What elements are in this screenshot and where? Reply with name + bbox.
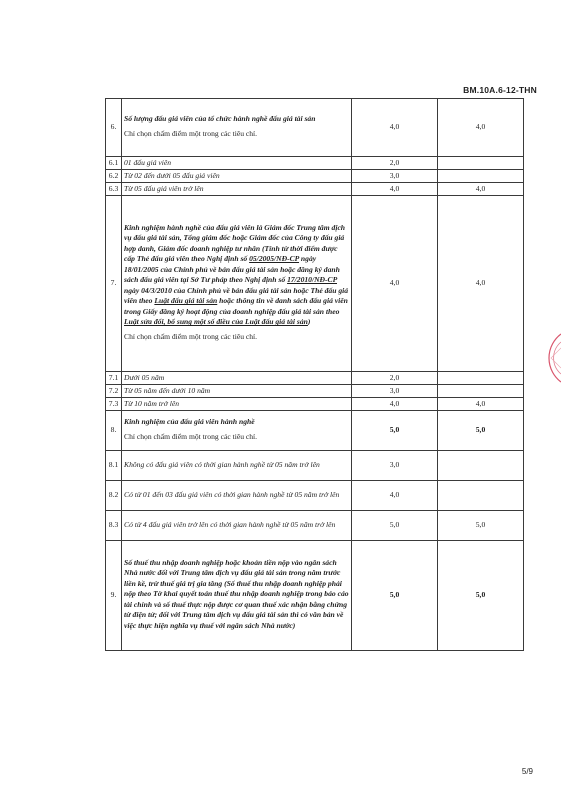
row-number: 6.2: [106, 170, 122, 183]
row-number: 7.: [106, 196, 122, 372]
row-number: 8.2: [106, 481, 122, 511]
criterion-text: Từ 05 năm đến dưới 10 năm: [122, 385, 352, 398]
max-score: 3,0: [352, 385, 438, 398]
table-row: [106, 385, 524, 398]
max-score: 4,0: [352, 398, 438, 411]
table-row: [106, 170, 524, 183]
evaluation-table: [105, 98, 524, 651]
row-number: 7.2: [106, 385, 122, 398]
criterion-part: ngày 04/3/2010 của Chính phủ về bán đấu giá tài sản hoặc Thẻ đấu giá viên theo: [124, 285, 349, 306]
criterion-text: Số lượng đấu giá viên của tổ chức hành nghề đấu giá tài sản: [124, 114, 316, 123]
legal-reference: Luật sửa đổi, bổ sung một số điều của Luật đấu giá tài sản: [124, 317, 308, 327]
criterion-text: Kinh nghiệm của đấu giá viên hành nghề: [124, 417, 255, 426]
awarded-score: [438, 170, 524, 183]
table-row: [106, 541, 524, 651]
table-row: [106, 451, 524, 481]
row-number: 7.3: [106, 398, 122, 411]
criterion-text: 01 đấu giá viên: [122, 157, 352, 170]
legal-reference: Luật đấu giá tài sản: [154, 296, 218, 306]
row-number: 6.1: [106, 157, 122, 170]
legal-reference: 05/2005/NĐ-CP: [249, 254, 300, 264]
criterion-note: Chỉ chọn chấm điểm một trong các tiêu chí.: [124, 431, 258, 441]
row-number: 8.1: [106, 451, 122, 481]
criterion-part: hoặc thông tin về danh sách đấu giá viên trong Giấy đăng ký hoạt động của doanh nghiệp đấu giá tài sản theo: [124, 296, 348, 316]
max-score: 5,0: [352, 411, 438, 451]
awarded-score: [438, 157, 524, 170]
max-score: 4,0: [352, 99, 438, 157]
criterion-text: Từ 05 đấu giá viên trở lên: [122, 183, 352, 196]
table-row: [106, 511, 524, 541]
criterion-part: ): [307, 317, 311, 327]
criterion-cell: [122, 541, 352, 651]
awarded-score: 5,0: [438, 411, 524, 451]
max-score: 4,0: [352, 196, 438, 372]
table-row: [106, 481, 524, 511]
row-number: 7.1: [106, 372, 122, 385]
row-number: 8.: [106, 411, 122, 451]
awarded-score: 5,0: [438, 541, 524, 651]
table-row: [106, 157, 524, 170]
max-score: 2,0: [352, 372, 438, 385]
table-row: [106, 196, 524, 372]
max-score: 5,0: [352, 541, 438, 651]
table-row: [106, 183, 524, 196]
row-number: 8.3: [106, 511, 122, 541]
max-score: 4,0: [352, 183, 438, 196]
awarded-score: 4,0: [438, 196, 524, 372]
criterion-text: Số thuế thu nhập doanh nghiệp hoặc khoản tiền nộp vào ngân sách Nhà nước đối với Trung tâm dịch vụ đấu giá tài sản trong năm trước liền kề, trừ thuế giá trị gia tăng (Số thuế thu nhập doanh nghiệp phải nộp theo Tờ khai quyết toán thuế thu nhập doanh nghiệp trong báo cáo tài chính và số thuế thực nộp được cơ quan thuế xác nhận bằng chứng từ điện tử; đối với Trung tâm dịch vụ đấu giá tài sản thì có văn bản về việc thực hiện nghĩa vụ thuế với ngân sách Nhà nước): [124, 557, 349, 630]
criterion-cell: [122, 99, 352, 157]
criterion-text: Không có đấu giá viên có thời gian hành nghề từ 05 năm trở lên: [122, 451, 352, 481]
criterion-part: Kinh nghiệm hành nghề của đấu giá viên là Giám đốc Trung tâm dịch vụ đấu giá tài sản, Tổng giám đốc hoặc Giám đốc của Công ty đấu giá hợp danh, Giám đốc doanh nghiệp tư nhân (Tính từ thời điểm được cấp Thẻ đấu giá viên theo Nghị định số: [124, 222, 346, 264]
table-row: [106, 372, 524, 385]
criterion-note: Chỉ chọn chấm điểm một trong các tiêu chí.: [124, 128, 258, 138]
table-row: [106, 398, 524, 411]
criterion-text: Dưới 05 năm: [122, 372, 352, 385]
page-number: 5/9: [521, 767, 533, 776]
table-row: [106, 99, 524, 157]
row-number: 9.: [106, 541, 122, 651]
row-number: 6.3: [106, 183, 122, 196]
criterion-cell: [122, 411, 352, 451]
awarded-score: 4,0: [438, 183, 524, 196]
max-score: 3,0: [352, 451, 438, 481]
form-code: BM.10A.6-12-THN: [463, 85, 537, 95]
awarded-score: [438, 372, 524, 385]
criterion-note: Chỉ chọn chấm điểm một trong các tiêu chí.: [124, 331, 258, 341]
awarded-score: 5,0: [438, 511, 524, 541]
max-score: 3,0: [352, 170, 438, 183]
max-score: 4,0: [352, 481, 438, 511]
criterion-part: ngày 18/01/2005 của Chính phủ về bán đấu giá tài sản hoặc đăng ký danh sách đấu giá viên tại Sở Tư pháp theo Nghị định số: [124, 254, 340, 285]
criterion-text: Có từ 01 đến 03 đấu giá viên có thời gian hành nghề từ 05 năm trở lên: [122, 481, 352, 511]
criterion-text: [124, 223, 348, 327]
criterion-cell: [122, 196, 352, 372]
row-number: 6.: [106, 99, 122, 157]
table-row: [106, 411, 524, 451]
max-score: 2,0: [352, 157, 438, 170]
awarded-score: [438, 385, 524, 398]
legal-reference: 17/2010/NĐ-CP: [287, 275, 337, 285]
awarded-score: [438, 451, 524, 481]
criterion-text: Có từ 4 đấu giá viên trở lên có thời gian hành nghề từ 05 năm trở lên: [122, 511, 352, 541]
awarded-score: 4,0: [438, 398, 524, 411]
awarded-score: 4,0: [438, 99, 524, 157]
max-score: 5,0: [352, 511, 438, 541]
criterion-text: Từ 02 đến dưới 05 đấu giá viên: [122, 170, 352, 183]
criterion-text: Từ 10 năm trở lên: [122, 398, 352, 411]
official-seal-fragment: [527, 330, 561, 386]
awarded-score: [438, 481, 524, 511]
